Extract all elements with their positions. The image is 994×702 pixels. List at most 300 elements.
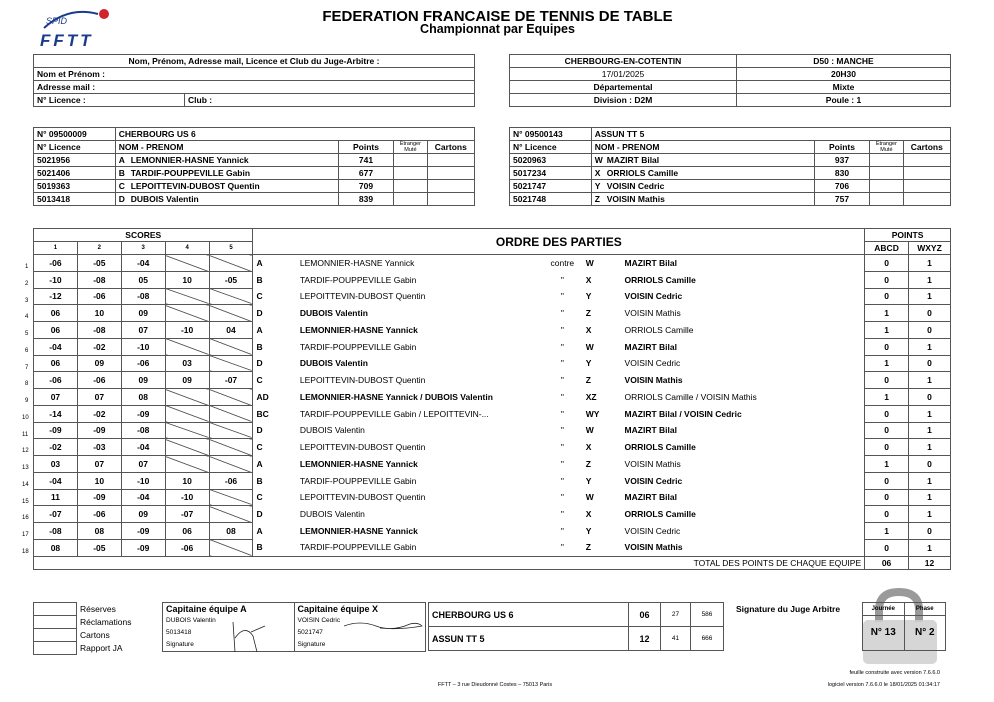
player-licence: 5021406 xyxy=(34,167,116,180)
player-cards xyxy=(427,167,474,180)
game-points-x: 1 xyxy=(909,439,951,456)
game-player-a: DUBOIS Valentin xyxy=(299,358,368,369)
res-x-name: ASSUN TT 5 xyxy=(429,627,629,651)
game-number: 18 xyxy=(22,548,29,555)
game-row xyxy=(34,405,951,422)
player-name-cell xyxy=(115,154,338,167)
set-score: -08 xyxy=(77,271,121,288)
set-score: -09 xyxy=(121,405,165,422)
game-points-x: 1 xyxy=(909,472,951,489)
game-number: 14 xyxy=(22,481,29,488)
game-points-a: 1 xyxy=(865,355,909,372)
game-vs: " xyxy=(560,458,564,469)
player-points: 830 xyxy=(814,167,870,180)
team-x-col-cards: Cartons xyxy=(903,141,950,154)
game-player-a: DUBOIS Valentin xyxy=(299,308,368,319)
set-score: 03 xyxy=(34,456,78,473)
check-label: Réclamations xyxy=(77,616,160,629)
game-player-x: MAZIRT Bilal xyxy=(622,255,865,272)
cap-a-signature xyxy=(225,618,275,656)
set-score xyxy=(209,489,253,506)
game-row xyxy=(34,472,951,489)
player-letter: B xyxy=(118,168,125,178)
player-points: 937 xyxy=(814,154,870,167)
set-score: -10 xyxy=(121,472,165,489)
match-time: 20H30 xyxy=(737,68,951,81)
set-3-header: 3 xyxy=(121,242,165,255)
set-score: -09 xyxy=(77,422,121,439)
game-letter-x: Z xyxy=(585,458,591,469)
player-cards xyxy=(903,193,950,206)
game-number: 13 xyxy=(22,465,29,471)
set-1-header: 1 xyxy=(34,242,78,255)
referee-heading: Nom, Prénom, Adresse mail, Licence et Club du Juge-Arbitre : xyxy=(34,55,475,68)
set-score: 06 xyxy=(34,355,78,372)
player-licence: 5021747 xyxy=(510,180,592,193)
journee-table xyxy=(862,602,946,651)
player-name-cell xyxy=(591,167,814,180)
game-number: 8 xyxy=(25,381,29,388)
total-a: 06 xyxy=(865,556,909,569)
set-score xyxy=(209,405,253,422)
player-name-cell xyxy=(591,193,814,206)
set-score xyxy=(165,389,209,406)
game-row xyxy=(34,489,951,506)
game-row xyxy=(34,539,951,556)
game-player-a: TARDIF-POUPPEVILLE Gabin xyxy=(299,274,417,285)
player-licence: 5017234 xyxy=(510,167,592,180)
game-player-a: TARDIF-POUPPEVILLE Gabin / LEPOITTEVIN-... xyxy=(299,408,489,419)
game-number: 7 xyxy=(25,364,29,371)
totals-label: TOTAL DES POINTS DE CHAQUE EQUIPE xyxy=(34,556,865,569)
team-x-col-points: Points xyxy=(814,141,870,154)
set-score: 09 xyxy=(165,372,209,389)
team-x-table xyxy=(509,127,951,206)
set-score xyxy=(165,439,209,456)
player-name: VOISIN Mathis xyxy=(606,194,665,204)
res-x-n1: 41 xyxy=(661,627,691,651)
player-licence: 5013418 xyxy=(34,193,116,206)
set-4-header: 4 xyxy=(165,242,209,255)
game-letter-x: W xyxy=(585,341,594,352)
footer-address: FFTT – 3 rue Dieudonné Costes – 75013 Paris xyxy=(437,682,553,688)
set-score: -08 xyxy=(34,523,78,540)
player-letter: X xyxy=(594,168,601,178)
game-player-a: LEMONNIER-HASNE Yannick xyxy=(299,525,418,536)
set-score xyxy=(165,338,209,355)
game-player-a: LEMONNIER-HASNE Yannick xyxy=(299,458,418,469)
game-vs: " xyxy=(560,408,564,419)
page-subtitle: Championnat par Equipes xyxy=(420,22,575,36)
player-row xyxy=(510,167,951,180)
phase-value: N° 2 xyxy=(904,616,946,651)
game-number: 4 xyxy=(25,314,29,321)
game-letter-a: B xyxy=(253,338,297,355)
set-score: -06 xyxy=(121,355,165,372)
team-a-col-points: Points xyxy=(338,141,394,154)
set-score xyxy=(209,389,253,406)
logo-fftt: FFTT xyxy=(40,31,94,50)
total-x: 12 xyxy=(909,556,951,569)
set-score: 09 xyxy=(121,305,165,322)
player-name-cell xyxy=(115,167,338,180)
game-number: 6 xyxy=(25,347,29,354)
referee-name-label: Nom et Prénom : xyxy=(34,68,475,81)
game-vs: " xyxy=(560,442,564,453)
game-row xyxy=(34,439,951,456)
games-table xyxy=(33,228,951,570)
player-points: 839 xyxy=(338,193,394,206)
res-a-score: 06 xyxy=(629,603,661,627)
set-2-header: 2 xyxy=(77,242,121,255)
game-letter-x: W xyxy=(585,258,594,269)
team-a-col-licence: N° Licence xyxy=(34,141,116,154)
game-vs: " xyxy=(560,509,564,520)
game-points-x: 0 xyxy=(909,523,951,540)
player-cards xyxy=(903,180,950,193)
cap-a-sign: Signature xyxy=(163,639,295,652)
player-name: TARDIF-POUPPEVILLE Gabin xyxy=(130,168,251,178)
game-points-a: 0 xyxy=(865,405,909,422)
team-a-col-name: NOM - PRENOM xyxy=(115,141,338,154)
check-label: Cartons xyxy=(77,629,160,642)
game-number: 5 xyxy=(25,331,29,337)
game-points-a: 0 xyxy=(865,506,909,523)
game-number: 15 xyxy=(22,498,29,505)
team-a-col-foreign: Etranger Muté xyxy=(394,141,427,154)
game-player-x: VOISIN Cedric xyxy=(622,472,865,489)
game-vs: contre xyxy=(550,258,575,269)
game-player-x: VOISIN Mathis xyxy=(622,305,865,322)
set-score: 08 xyxy=(121,389,165,406)
res-x-score: 12 xyxy=(629,627,661,651)
team-a-name: CHERBOURG US 6 xyxy=(115,128,474,141)
set-score: 03 xyxy=(165,355,209,372)
game-vs: " xyxy=(560,542,564,553)
set-score: -06 xyxy=(34,372,78,389)
set-score xyxy=(165,456,209,473)
game-points-a: 1 xyxy=(865,389,909,406)
game-points-a: 0 xyxy=(865,472,909,489)
team-x-number: N° 09500143 xyxy=(510,128,592,141)
player-row xyxy=(510,193,951,206)
set-score: -06 xyxy=(77,506,121,523)
game-player-a: LEPOITTEVIN-DUBOST Quentin xyxy=(299,442,426,453)
game-row xyxy=(34,506,951,523)
game-number: 1 xyxy=(25,264,29,270)
game-number: 9 xyxy=(25,398,29,404)
set-score: -08 xyxy=(121,422,165,439)
cap-x-label: Capitaine équipe X xyxy=(294,603,426,616)
player-foreign xyxy=(394,167,427,180)
set-score: -07 xyxy=(34,506,78,523)
game-vs: " xyxy=(560,525,564,536)
game-number: 11 xyxy=(22,431,29,438)
game-points-x: 0 xyxy=(909,456,951,473)
player-row xyxy=(34,193,475,206)
game-points-x: 1 xyxy=(909,539,951,556)
match-level: Départemental xyxy=(510,81,737,94)
set-score: -04 xyxy=(121,489,165,506)
game-letter-a: AD xyxy=(253,389,297,406)
player-foreign xyxy=(394,180,427,193)
set-score xyxy=(209,439,253,456)
check-box[interactable] xyxy=(34,603,77,616)
game-row xyxy=(34,305,951,322)
game-player-x: MAZIRT Bilal xyxy=(622,422,865,439)
set-score: 09 xyxy=(121,506,165,523)
game-player-x: ORRIOLS Camille xyxy=(622,322,865,339)
game-letter-a: A xyxy=(253,456,297,473)
game-letter-a: A xyxy=(253,523,297,540)
game-row xyxy=(34,523,951,540)
player-row xyxy=(34,180,475,193)
set-score: -06 xyxy=(34,255,78,272)
player-name-cell xyxy=(115,193,338,206)
set-score: -05 xyxy=(77,255,121,272)
abcd-header: ABCD xyxy=(865,242,909,255)
player-licence: 5019363 xyxy=(34,180,116,193)
cap-x-signature xyxy=(340,616,425,636)
game-letter-x: X xyxy=(585,324,592,335)
game-letter-x: X xyxy=(585,274,592,285)
game-vs: " xyxy=(560,274,564,285)
player-foreign xyxy=(870,180,903,193)
match-info-table xyxy=(509,54,951,107)
player-cards xyxy=(427,154,474,167)
game-row xyxy=(34,456,951,473)
game-player-x: VOISIN Mathis xyxy=(622,539,865,556)
game-letter-a: C xyxy=(253,372,297,389)
player-licence: 5021748 xyxy=(510,193,592,206)
game-row xyxy=(34,271,951,288)
game-player-x: VOISIN Mathis xyxy=(622,372,865,389)
game-player-x: VOISIN Cedric xyxy=(622,523,865,540)
referee-table xyxy=(33,54,475,107)
game-letter-x: Z xyxy=(585,375,591,386)
results-table xyxy=(428,602,724,651)
player-points: 741 xyxy=(338,154,394,167)
game-letter-x: X xyxy=(585,442,592,453)
game-letter-x: W xyxy=(585,425,594,436)
game-points-a: 1 xyxy=(865,305,909,322)
game-letter-a: D xyxy=(253,305,297,322)
check-label: Réserves xyxy=(77,603,160,616)
player-name: LEPOITTEVIN-DUBOST Quentin xyxy=(130,181,260,191)
set-score: -02 xyxy=(77,405,121,422)
set-score: 09 xyxy=(77,355,121,372)
check-box[interactable] xyxy=(34,642,77,655)
game-letter-a: C xyxy=(253,489,297,506)
set-score xyxy=(165,288,209,305)
set-score xyxy=(165,405,209,422)
game-player-a: LEPOITTEVIN-DUBOST Quentin xyxy=(299,291,426,302)
game-letter-a: D xyxy=(253,422,297,439)
set-score: 07 xyxy=(34,389,78,406)
res-a-n2: 586 xyxy=(691,603,724,627)
match-date: 17/01/2025 xyxy=(510,68,737,81)
game-vs: " xyxy=(560,475,564,486)
cap-x-sign: Signature xyxy=(294,639,426,652)
game-points-a: 0 xyxy=(865,255,909,272)
game-letter-a: D xyxy=(253,355,297,372)
game-letter-a: D xyxy=(253,506,297,523)
set-score: -04 xyxy=(121,255,165,272)
referee-mail-label: Adresse mail : xyxy=(34,81,475,94)
check-row xyxy=(34,629,160,642)
set-score: -05 xyxy=(77,539,121,556)
check-box[interactable] xyxy=(34,616,77,629)
set-score: 10 xyxy=(77,305,121,322)
res-a-n1: 27 xyxy=(661,603,691,627)
game-letter-a: B xyxy=(253,271,297,288)
game-points-x: 1 xyxy=(909,288,951,305)
set-score xyxy=(209,255,253,272)
game-points-x: 1 xyxy=(909,506,951,523)
set-score: 07 xyxy=(121,456,165,473)
game-letter-x: Y xyxy=(585,358,592,369)
set-score xyxy=(165,255,209,272)
game-points-a: 1 xyxy=(865,322,909,339)
player-name: VOISIN Cedric xyxy=(606,181,665,191)
set-score xyxy=(209,539,253,556)
game-letter-x: Z xyxy=(585,542,591,553)
game-letter-a: C xyxy=(253,288,297,305)
footer-built: feuille construite avec version 7.6.6.0 xyxy=(849,670,940,676)
set-score: 08 xyxy=(34,539,78,556)
game-player-a: DUBOIS Valentin xyxy=(299,425,365,436)
game-points-a: 1 xyxy=(865,523,909,540)
player-foreign xyxy=(394,193,427,206)
match-city: CHERBOURG-EN-COTENTIN xyxy=(510,55,737,68)
set-score: 04 xyxy=(209,322,253,339)
set-score: -09 xyxy=(121,539,165,556)
game-points-x: 0 xyxy=(909,389,951,406)
check-row xyxy=(34,616,160,629)
game-letter-x: Y xyxy=(585,291,592,302)
player-foreign xyxy=(870,167,903,180)
checks-table xyxy=(33,602,159,655)
game-points-a: 0 xyxy=(865,372,909,389)
team-x-name: ASSUN TT 5 xyxy=(591,128,950,141)
set-score xyxy=(209,355,253,372)
player-points: 706 xyxy=(814,180,870,193)
scores-header: SCORES xyxy=(34,229,253,242)
game-row xyxy=(34,288,951,305)
game-letter-a: A xyxy=(253,322,297,339)
set-score xyxy=(209,305,253,322)
game-points-a: 0 xyxy=(865,288,909,305)
set-score xyxy=(209,422,253,439)
match-division-code: D50 : MANCHE xyxy=(737,55,951,68)
referee-club-label: Club : xyxy=(185,94,475,107)
game-points-x: 0 xyxy=(909,305,951,322)
check-label: Rapport JA xyxy=(77,642,160,655)
game-points-x: 1 xyxy=(909,255,951,272)
team-a-number: N° 09500009 xyxy=(34,128,116,141)
game-letter-x: WY xyxy=(585,408,600,419)
referee-licence-label: N° Licence : xyxy=(34,94,185,107)
match-poule: Poule : 1 xyxy=(737,94,951,107)
game-vs: " xyxy=(560,358,564,369)
set-score xyxy=(209,288,253,305)
fftt-logo xyxy=(38,4,118,50)
res-a-name: CHERBOURG US 6 xyxy=(429,603,629,627)
game-player-a: DUBOIS Valentin xyxy=(299,509,365,520)
player-points: 677 xyxy=(338,167,394,180)
game-row xyxy=(34,338,951,355)
game-points-x: 1 xyxy=(909,271,951,288)
game-vs: " xyxy=(560,425,564,436)
cap-a-licence: 5013418 xyxy=(163,627,295,639)
check-box[interactable] xyxy=(34,629,77,642)
game-points-a: 0 xyxy=(865,439,909,456)
cap-a-name: DUBOIS Valentin xyxy=(163,615,295,627)
game-player-a: TARDIF-POUPPEVILLE Gabin xyxy=(299,341,417,352)
team-x-col-name: NOM - PRENOM xyxy=(591,141,814,154)
set-score: -10 xyxy=(165,489,209,506)
cap-a-label: Capitaine équipe A xyxy=(163,603,295,616)
game-player-x: ORRIOLS Camille xyxy=(622,506,865,523)
player-points: 757 xyxy=(814,193,870,206)
set-score: -10 xyxy=(34,271,78,288)
ja-signature-label: Signature du Juge Arbitre xyxy=(736,604,841,614)
game-row xyxy=(34,372,951,389)
player-letter: A xyxy=(118,155,125,165)
game-points-x: 1 xyxy=(909,422,951,439)
game-number: 16 xyxy=(22,515,29,522)
game-player-a: TARDIF-POUPPEVILLE Gabin xyxy=(299,542,417,553)
set-score: -06 xyxy=(77,372,121,389)
game-points-a: 1 xyxy=(865,456,909,473)
set-score: -12 xyxy=(34,288,78,305)
game-letter-x: W xyxy=(585,492,594,503)
set-score: -02 xyxy=(77,338,121,355)
journee-value: N° 13 xyxy=(863,616,905,651)
set-score: -14 xyxy=(34,405,78,422)
game-letter-x: Z xyxy=(585,308,591,319)
set-score: -03 xyxy=(77,439,121,456)
player-foreign xyxy=(394,154,427,167)
set-score xyxy=(209,506,253,523)
player-licence: 5021956 xyxy=(34,154,116,167)
team-a-col-cards: Cartons xyxy=(427,141,474,154)
player-row xyxy=(510,180,951,193)
set-score: -04 xyxy=(34,338,78,355)
set-score: 10 xyxy=(165,472,209,489)
player-name-cell xyxy=(591,180,814,193)
game-vs: " xyxy=(560,324,564,335)
match-division: Division : D2M xyxy=(510,94,737,107)
player-cards xyxy=(903,167,950,180)
set-score: -08 xyxy=(121,288,165,305)
check-row xyxy=(34,642,160,655)
set-score: 11 xyxy=(34,489,78,506)
game-player-a: LEMONNIER-HASNE Yannick xyxy=(299,258,415,269)
game-player-a: LEPOITTEVIN-DUBOST Quentin xyxy=(299,492,426,503)
set-score: 08 xyxy=(77,523,121,540)
game-player-a: TARDIF-POUPPEVILLE Gabin xyxy=(299,475,417,486)
set-score xyxy=(209,456,253,473)
game-letter-a: B xyxy=(253,539,297,556)
game-points-a: 0 xyxy=(865,422,909,439)
set-score: -04 xyxy=(34,472,78,489)
set-score xyxy=(165,422,209,439)
set-score: -07 xyxy=(209,372,253,389)
points-header: POINTS xyxy=(865,229,951,242)
player-name: LEMONNIER-HASNE Yannick xyxy=(130,155,249,165)
game-number: 10 xyxy=(22,414,29,421)
